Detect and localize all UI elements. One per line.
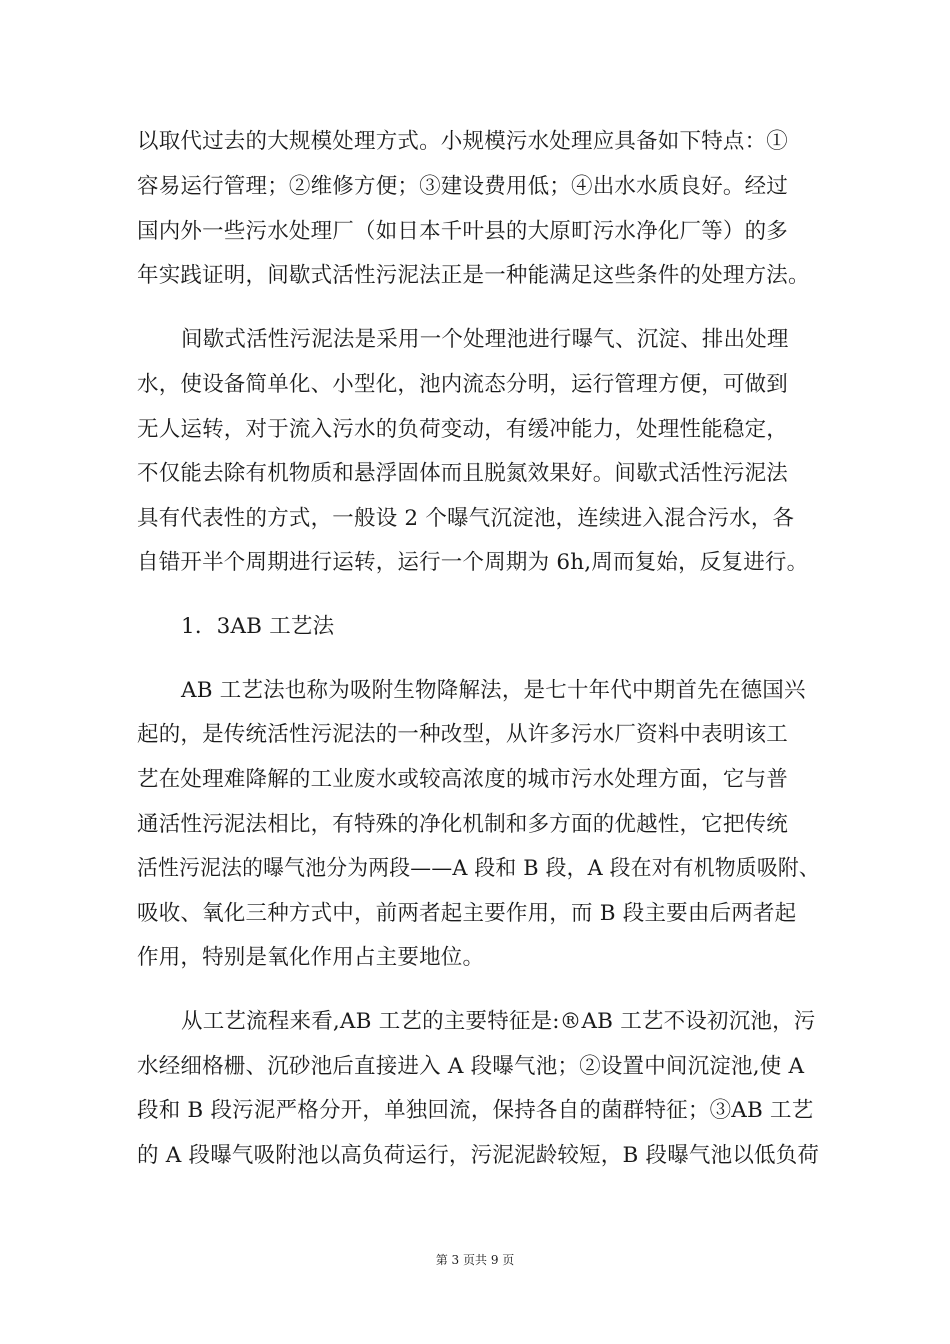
text-line: 年实践证明，间歇式活性污泥法正是一种能满足这些条件的处理方法。: [137, 263, 810, 288]
text-line: 水经细格栅、沉砂池后直接进入 A 段曝气池；②设置中间沉淀池,使 A: [137, 1054, 805, 1079]
text-line: 吸收、氧化三种方式中，前两者起主要作用，而 B 段主要由后两者起: [137, 901, 797, 926]
text-line: 国内外一些污水处理厂（如日本千叶县的大原町污水净化厂等）的多: [137, 219, 789, 244]
page-number: 第 3 页共 9 页: [435, 1253, 515, 1267]
text-line: 不仅能去除有机物质和悬浮固体而且脱氮效果好。间歇式活性污泥法: [137, 461, 789, 486]
section-heading: 1．3AB 工艺法: [181, 614, 335, 639]
text-line: 艺在处理难降解的工业废水或较高浓度的城市污水处理方面，它与普: [137, 767, 789, 792]
text-line: 容易运行管理；②维修方便；③建设费用低；④出水水质良好。经过: [137, 174, 789, 199]
text-line: 通活性污泥法相比，有特殊的净化机制和多方面的优越性，它把传统: [137, 812, 789, 837]
text-line: 具有代表性的方式，一般设 2 个曝气沉淀池，连续进入混合污水，各: [137, 506, 795, 531]
text-line: 起的，是传统活性污泥法的一种改型，从许多污水厂资料中表明该工: [137, 722, 789, 747]
text-line: 的 A 段曝气吸附池以高负荷运行，污泥泥龄较短，B 段曝气池以低负荷: [137, 1143, 820, 1168]
text-line: AB 工艺法也称为吸附生物降解法，是七十年代中期首先在德国兴: [181, 678, 806, 703]
text-line: 从工艺流程来看,AB 工艺的主要特征是:®AB 工艺不设初沉池，污: [181, 1009, 816, 1034]
text-line: 以取代过去的大规模处理方式。小规模污水处理应具备如下特点：①: [137, 129, 789, 154]
text-line: 自错开半个周期进行运转，运行一个周期为 6h,周而复始，反复进行。: [137, 550, 809, 575]
text-line: 活性污泥法的曝气池分为两段——A 段和 B 段，A 段在对有机物质吸附、: [137, 856, 820, 881]
text-line: 段和 B 段污泥严格分开，单独回流，保持各自的菌群特征；③AB 工艺: [137, 1098, 814, 1123]
text-line: 无人运转，对于流入污水的负荷变动，有缓冲能力，处理性能稳定，: [137, 417, 789, 442]
text-line: 作用，特别是氧化作用占主要地位。: [137, 945, 485, 970]
text-line: 间歇式活性污泥法是采用一个处理池进行曝气、沉淀、排出处理: [181, 327, 789, 352]
text-line: 水，使设备简单化、小型化，池内流态分明，运行管理方便，可做到: [137, 372, 789, 397]
